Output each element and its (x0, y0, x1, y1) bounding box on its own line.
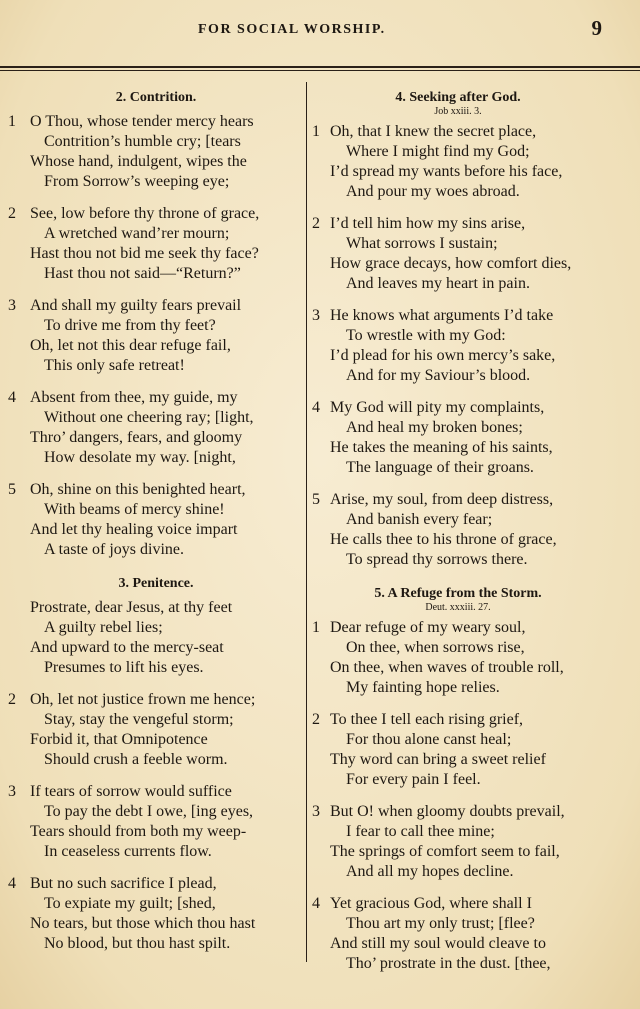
stanza-number: 5 (8, 481, 16, 498)
verse-line: If tears of sorrow would suffice (30, 783, 232, 800)
stanza-number: 5 (312, 491, 320, 508)
stanza (310, 122, 606, 202)
verse-line: Tho’ prostrate in the dust. [thee, (346, 955, 551, 972)
hymn-title: 4. Seeking after God. (395, 90, 521, 105)
verse-line: Forbid it, that Omnipotence (30, 731, 208, 748)
verse-line: And still my soul would cleave to (330, 935, 546, 952)
header-rule-thin (0, 70, 640, 71)
verse-line: Absent from thee, my guide, my (30, 389, 238, 406)
stanza-number: 1 (8, 113, 16, 130)
hymn (310, 584, 606, 974)
verse-line: From Sorrow’s weeping eye; (44, 173, 230, 190)
verse-line: I fear to call thee mine; (346, 823, 495, 840)
verse-line: How grace decays, how comfort dies, (330, 255, 572, 272)
verse-line: And banish every fear; (346, 511, 493, 528)
stanza-number: 4 (8, 875, 16, 892)
column-divider (306, 82, 307, 962)
verse-line: Yet gracious God, where shall I (330, 895, 532, 912)
scripture-reference: Deut. xxxiii. 27. (425, 602, 491, 613)
stanza-number: 2 (312, 711, 320, 728)
verse-line: To drive me from thy feet? (44, 317, 216, 334)
verse-line: A wretched wand’rer mourn; (44, 225, 230, 242)
stanza-number: 2 (8, 205, 16, 222)
stanza (310, 490, 606, 570)
header-rule (0, 66, 640, 68)
hymn-title: 2. Contrition. (115, 90, 197, 105)
verse-line: On thee, when sorrows rise, (346, 639, 525, 656)
stanza-number: 1 (312, 123, 320, 140)
hymn (8, 574, 304, 954)
stanza (310, 618, 606, 698)
verse-line: Should crush a feeble worm. (44, 751, 228, 768)
stanza (310, 306, 606, 386)
hymn-title: 3. Penitence. (118, 576, 194, 591)
stanza (8, 296, 304, 376)
verse-line: For thou alone canst heal; (346, 731, 512, 748)
page-number: 9 (591, 16, 602, 40)
stanza (8, 480, 304, 560)
verse-line: He takes the meaning of his saints, (330, 439, 553, 456)
stanza (8, 782, 304, 862)
verse-line: The language of their groans. (346, 459, 534, 476)
verse-line: I’d spread my wants before his face, (330, 163, 563, 180)
stanza (8, 112, 304, 192)
verse-line: To wrestle with my God: (346, 327, 506, 344)
verse-line: O Thou, whose tender mercy hears (30, 113, 254, 130)
verse-line: I’d plead for his own mercy’s sake, (330, 347, 556, 364)
stanza-number: 3 (8, 297, 16, 314)
stanza-number: 2 (312, 215, 320, 232)
verse-line: Oh, let not this dear refuge fail, (30, 337, 231, 354)
stanza-number: 4 (312, 895, 320, 912)
verse-line: What sorrows I sustain; (346, 235, 498, 252)
verse-line: My God will pity my complaints, (330, 399, 545, 416)
verse-line: For every pain I feel. (346, 771, 481, 788)
verse-line: Tears should from both my weep- (30, 823, 247, 840)
verse-line: Oh, let not justice frown me hence; (30, 691, 256, 708)
verse-line: To expiate my guilt; [shed, (44, 895, 216, 912)
verse-line: Oh, shine on this benighted heart, (30, 481, 246, 498)
verse-line: Arise, my soul, from deep distress, (330, 491, 554, 508)
running-title: FOR SOCIAL WORSHIP. (198, 22, 386, 37)
verse-line: Hast thou not bid me seek thy face? (30, 245, 259, 262)
stanza (310, 802, 606, 882)
verse-line: And let thy healing voice impart (30, 521, 238, 538)
verse-line: Hast thou not said—“Return?” (44, 265, 241, 282)
hymn (310, 88, 606, 570)
verse-line: In ceaseless currents flow. (44, 843, 212, 860)
stanza (310, 214, 606, 294)
verse-line: My fainting hope relies. (346, 679, 500, 696)
verse-line: Dear refuge of my weary soul, (330, 619, 526, 636)
verse-line: This only safe retreat! (44, 357, 185, 374)
verse-line: Thou art my only trust; [flee? (346, 915, 535, 932)
verse-line: Where I might find my God; (346, 143, 530, 160)
verse-line: No blood, but thou hast spilt. (44, 935, 231, 952)
stanza-number: 2 (8, 691, 16, 708)
stanza (310, 710, 606, 790)
verse-line: To thee I tell each rising grief, (330, 711, 524, 728)
verse-line: And upward to the mercy-seat (30, 639, 224, 656)
verse-line: On thee, when waves of trouble roll, (330, 659, 564, 676)
verse-line: Whose hand, indulgent, wipes the (30, 153, 247, 170)
hymn (8, 88, 304, 560)
stanza (310, 398, 606, 478)
verse-line: And pour my woes abroad. (346, 183, 520, 200)
verse-line: Oh, that I knew the secret place, (330, 123, 537, 140)
stanza (8, 388, 304, 468)
verse-line: The springs of comfort seem to fail, (330, 843, 560, 860)
verse-line: How desolate my way. [night, (44, 449, 236, 466)
verse-line: Contrition’s humble cry; [tears (44, 133, 241, 150)
verse-line: He calls thee to his throne of grace, (330, 531, 557, 548)
verse-line: No tears, but those which thou hast (30, 915, 256, 932)
stanza-number: 3 (312, 803, 320, 820)
stanza-number: 4 (8, 389, 16, 406)
scripture-reference: Job xxiii. 3. (434, 106, 482, 117)
verse-line: A guilty rebel lies; (44, 619, 163, 636)
verse-line: And shall my guilty fears prevail (30, 297, 242, 314)
verse-line: And all my hopes decline. (346, 863, 514, 880)
stanza (310, 894, 606, 974)
verse-line: A taste of joys divine. (44, 541, 184, 558)
stanza (8, 598, 304, 678)
verse-line: And for my Saviour’s blood. (346, 367, 531, 384)
stanza-number: 3 (8, 783, 16, 800)
verse-line: Presumes to lift his eyes. (44, 659, 204, 676)
verse-line: And heal my broken bones; (346, 419, 523, 436)
page-header (0, 16, 640, 46)
verse-line: To pay the debt I owe, [ing eyes, (44, 803, 254, 820)
verse-line: He knows what arguments I’d take (330, 307, 554, 324)
verse-line: But O! when gloomy doubts prevail, (330, 803, 565, 820)
verse-line: Prostrate, dear Jesus, at thy feet (30, 599, 233, 616)
verse-line: Thro’ dangers, fears, and gloomy (30, 429, 243, 446)
verse-line: To spread thy sorrows there. (346, 551, 528, 568)
left-column (8, 84, 304, 954)
verse-line: With beams of mercy shine! (44, 501, 225, 518)
stanza (8, 874, 304, 954)
verse-line: Without one cheering ray; [light, (44, 409, 254, 426)
verse-line: See, low before thy throne of grace, (30, 205, 260, 222)
verse-line: Thy word can bring a sweet relief (330, 751, 546, 768)
stanza-number: 1 (312, 619, 320, 636)
verse-line: Stay, stay the vengeful storm; (44, 711, 234, 728)
stanza-number: 4 (312, 399, 320, 416)
hymn-title: 5. A Refuge from the Storm. (374, 586, 542, 601)
stanza (8, 204, 304, 284)
stanza (8, 690, 304, 770)
verse-line: And leaves my heart in pain. (346, 275, 530, 292)
right-column (310, 84, 606, 974)
verse-line: But no such sacrifice I plead, (30, 875, 217, 892)
verse-line: I’d tell him how my sins arise, (330, 215, 526, 232)
stanza-number: 3 (312, 307, 320, 324)
